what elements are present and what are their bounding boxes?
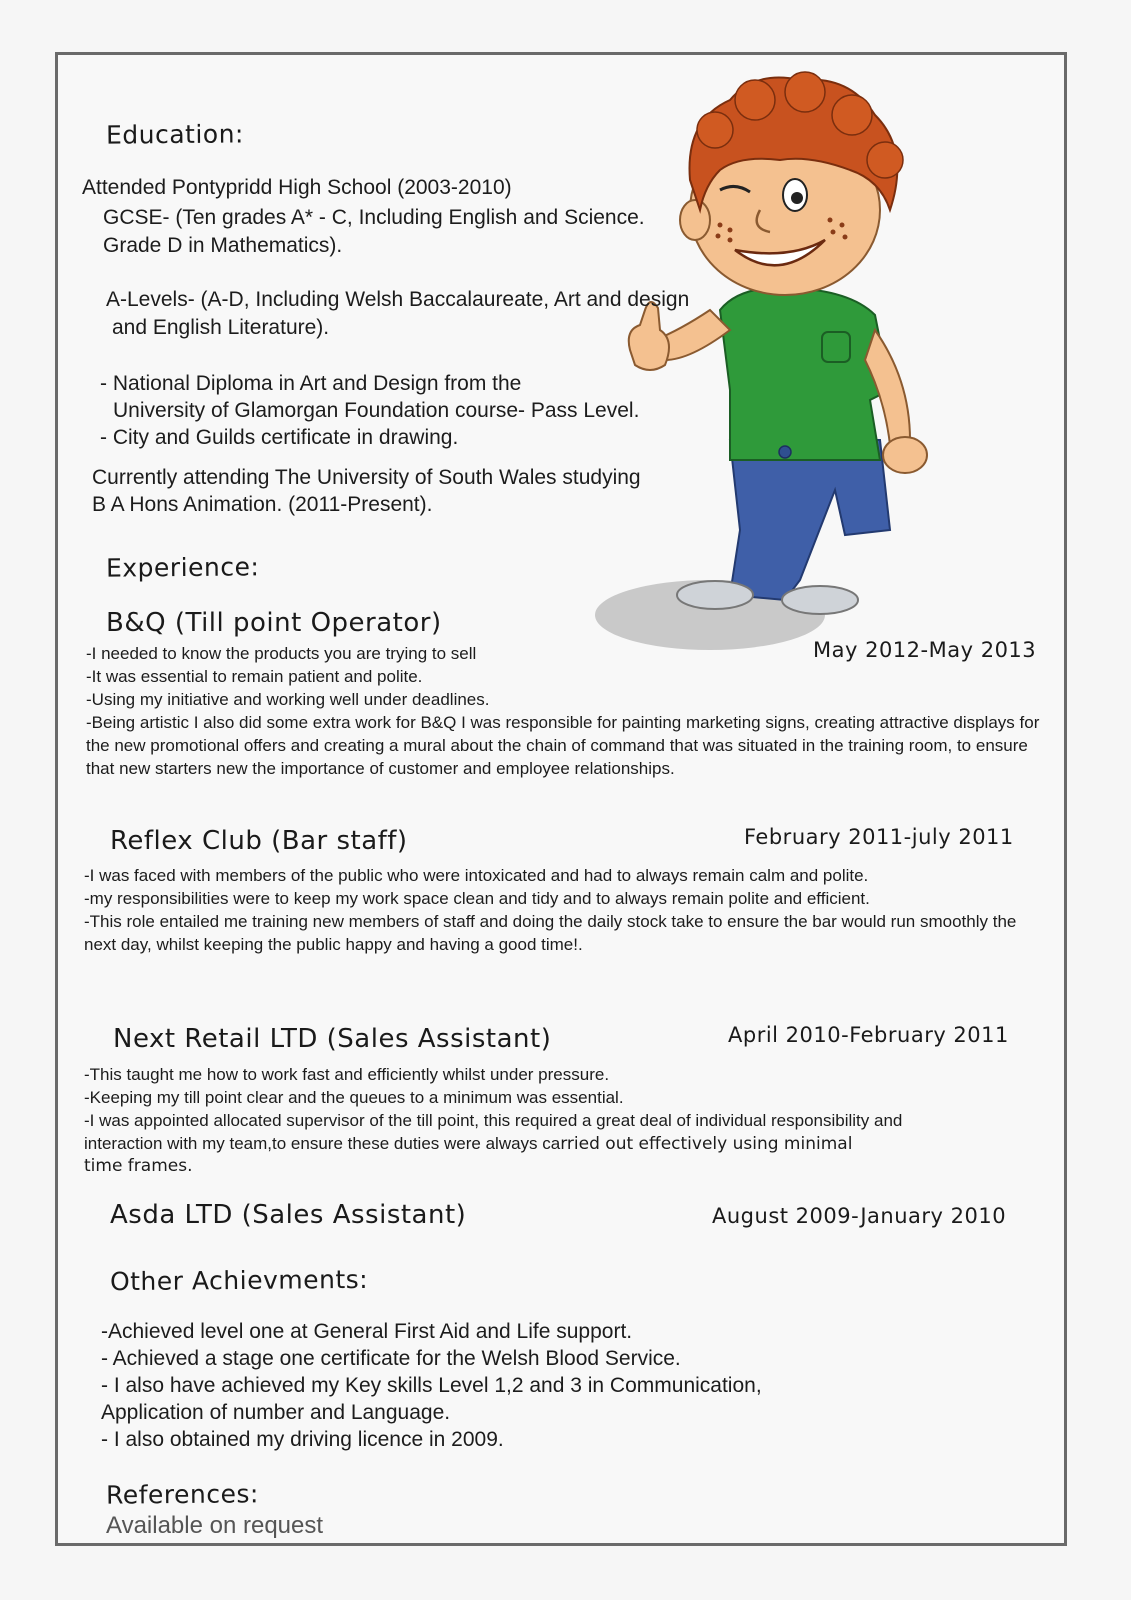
education-current-line2: B A Hons Animation. (2011-Present). <box>92 493 433 516</box>
references-heading: References: <box>105 1479 259 1510</box>
achievement-item: -Achieved level one at General First Aid and Life support. <box>101 1320 633 1343</box>
job-next-line5: time frames. <box>84 1156 193 1176</box>
left-shoe <box>677 581 753 609</box>
achievement-item: Application of number and Language. <box>101 1401 451 1424</box>
education-alevels-line2: and English Literature). <box>112 316 330 339</box>
job-next-line4 <box>84 1132 852 1156</box>
achievement-item: - I also obtained my driving licence in 2009. <box>101 1428 504 1451</box>
education-current-line1: Currently attending The University of South Wales studying <box>92 466 641 489</box>
job-dates-asda: August 2009-January 2010 <box>712 1204 1007 1228</box>
job-dates-next: April 2010-February 2011 <box>728 1023 1009 1047</box>
achievements-heading: Other Achievments: <box>109 1264 369 1297</box>
education-alevels-line1: A-Levels- (A-D, Including Welsh Baccalaureate, Art and design <box>106 288 690 311</box>
education-diploma-line1: - National Diploma in Art and Design from the <box>100 372 522 395</box>
education-gcse-line1: GCSE- (Ten grades A* - C, Including English and Science. <box>103 206 645 229</box>
cartoon-boy-illustration <box>590 60 950 660</box>
job-title-reflex: Reflex Club (Bar staff) <box>110 826 408 856</box>
job-next-line4-start: interaction with my team,to ensure these duties were always ca <box>84 1134 561 1153</box>
achievement-item: - Achieved a stage one certificate for the Welsh Blood Service. <box>101 1347 681 1370</box>
job-reflex-line1: -I was faced with members of the public who were intoxicated and had to always remain calm and polite. <box>84 866 869 885</box>
job-bq-line1: -I needed to know the products you are trying to sell <box>86 644 477 663</box>
right-shoe <box>782 586 858 614</box>
job-next-line2: -Keeping my till point clear and the queues to a minimum was essential. <box>84 1088 624 1107</box>
job-dates-bq: May 2012-May 2013 <box>813 638 1037 662</box>
experience-heading: Experience: <box>105 552 260 583</box>
job-title-asda: Asda LTD (Sales Assistant) <box>110 1200 467 1230</box>
job-bq-line3: -Using my initiative and working well under deadlines. <box>86 690 490 709</box>
education-school: Attended Pontypridd High School (2003-2010) <box>82 176 512 199</box>
job-dates-reflex: February 2011-july 2011 <box>744 825 1014 849</box>
job-next-line3: -I was appointed allocated supervisor of the till point, this required a great deal of individual responsibility and <box>84 1111 903 1130</box>
job-next-line1: -This taught me how to work fast and efficiently whilst under pressure. <box>84 1065 610 1084</box>
education-gcse-line2: Grade D in Mathematics). <box>103 234 343 257</box>
job-title-next: Next Retail LTD (Sales Assistant) <box>113 1024 552 1054</box>
education-heading: Education: <box>105 119 245 150</box>
shirt <box>720 288 890 460</box>
jeans-button <box>779 446 791 458</box>
job-title-bq: B&Q (Till point Operator) <box>106 608 442 638</box>
achievement-item: - I also have achieved my Key skills Level 1,2 and 3 in Communication, <box>101 1374 762 1397</box>
job-next-line4-end: rried out effectively using minimal <box>560 1134 853 1154</box>
job-bq-line4: -Being artistic I also did some extra work for B&Q I was responsible for painting marketing signs, creating attractive displays for the new promotional offers and creating a mural about the chain of command that was situated in the training room, to ensure that new starters new the importance of customer and employee relationships. <box>86 713 1040 778</box>
education-diploma-line2: University of Glamorgan Foundation course- Pass Level. <box>113 399 640 422</box>
education-city-guilds: - City and Guilds certificate in drawing. <box>100 426 459 449</box>
jeans <box>730 440 890 600</box>
job-reflex-line2: -my responsibilities were to keep my work space clean and tidy and to always remain polite and efficient. <box>84 889 870 908</box>
job-bq-line2: -It was essential to remain patient and polite. <box>86 667 423 686</box>
references-text: Available on request <box>106 1512 324 1539</box>
left-ear <box>680 200 710 240</box>
job-reflex-line3: -This role entailed me training new members of staff and doing the daily stock take to ensure the bar would run smoothly the next day, whilst keeping the public happy and having a good time!. <box>84 912 1017 954</box>
right-hand <box>883 437 927 473</box>
